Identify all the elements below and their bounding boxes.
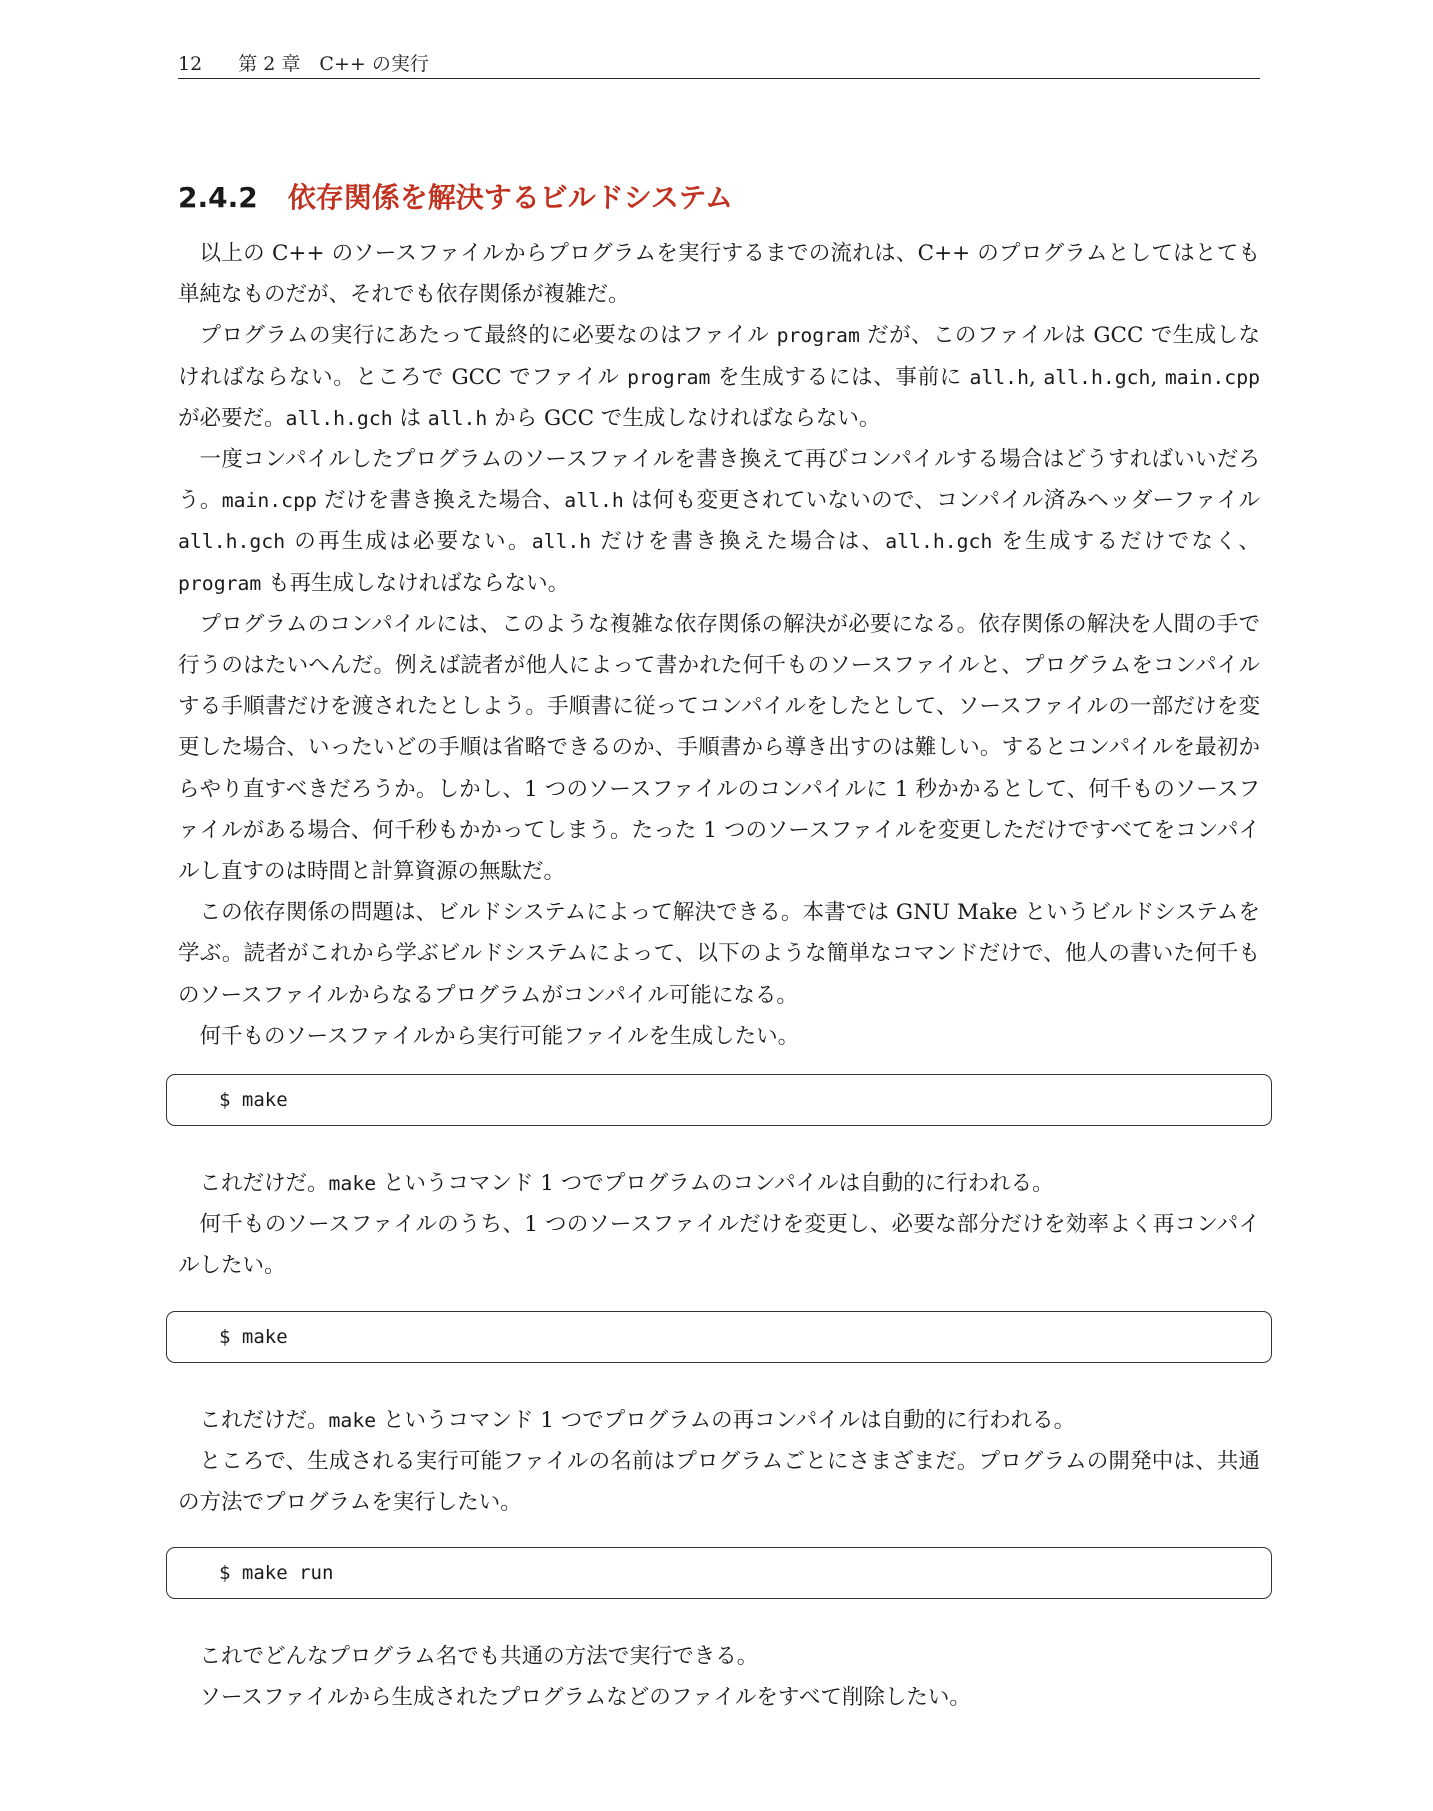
inline-code: all.h.gch (285, 406, 393, 430)
text-run: だけを書き換えた場合、 (316, 488, 565, 514)
inline-code: all.h (531, 530, 592, 554)
body-text-block-4 (178, 1636, 1260, 1718)
paragraph (178, 1204, 1260, 1286)
text-run: ソースファイルから生成されたプログラムなどのファイルをすべて削除したい。 (199, 1685, 971, 1711)
body-text-block-1 (178, 233, 1260, 1057)
inline-code: program (776, 324, 860, 348)
text-run: だが、このファイルは GCC で生成しなければならない。ところで GCC でファイル (178, 323, 1260, 390)
paragraph (178, 1636, 1260, 1677)
command-box: $ make (166, 1311, 1272, 1363)
text-run: これだけだ。 (199, 1408, 329, 1433)
text-run: から GCC で生成しなければならない。 (487, 405, 881, 431)
body-text-block-2 (178, 1163, 1260, 1287)
text-run: は何も変更されていないので、コンパイル済みヘッダーファイル (623, 488, 1260, 514)
text-run: 何千ものソースファイルのうち、1 つのソースファイルだけを変更し、必要な部分だけを効率よく再コンパイルしたい。 (178, 1212, 1260, 1279)
paragraph (178, 1163, 1260, 1204)
paragraph (178, 439, 1260, 604)
text-run: 一度コンパイルしたプログラムのソースファイルを書き換えて再びコンパイルする場合はどうすればいいだろう。 (178, 447, 1260, 514)
text-run: は (392, 405, 428, 431)
text-run: 以上の C++ のソースファイルからプログラムを実行するまでの流れは、C++ のプログラムとしてはとても単純なものだが、それでも依存関係が複雑だ。 (178, 241, 1260, 308)
inline-code: program (627, 365, 711, 389)
running-header (178, 50, 1260, 79)
text-run: だけを書き換えた場合は、 (591, 529, 886, 555)
text-run: が必要だ。 (178, 405, 286, 431)
inline-code: main.cpp (1164, 365, 1261, 389)
inline-code: all.h (564, 489, 624, 513)
inline-code: all.h (969, 365, 1029, 389)
inline-code: all.h.gch (1043, 365, 1151, 389)
text-run: プログラムのコンパイルには、このような複雑な依存関係の解決が必要になる。依存関係の解決を人間の手で行うのはたいへんだ。例えば読者が他人によって書かれた何千ものソースファイルと、プログラムをコンパイルする手順書だけを渡されたとしよう。手順書に従ってコンパイルをしたとして、ソースファイルの一部だけを変更した場合、いったいどの手順は省略できるのか、手順書から導き出すのは難しい。するとコンパイルを最初からやり直すべきだろうか。しかし、1 つのソースファイルのコンパイルに 1 秒かかるとして、何千ものソースファイルがある場合、何千秒もかかってしまう。たった 1 つのソースファイルを変更しただけですべてをコンパイルし直すのは時間と計算資源の無駄だ。 (178, 611, 1260, 885)
paragraph (178, 892, 1260, 1016)
inline-code: all.h.gch (885, 530, 993, 554)
text-run: , (1028, 364, 1044, 390)
text-run: 何千ものソースファイルから実行可能ファイルを生成したい。 (199, 1023, 800, 1049)
text-run: この依存関係の問題は、ビルドシステムによって解決できる。本書では GNU Make というビルドシステムを学ぶ。読者がこれから学ぶビルドシステムによって、以下のような簡単なコマンドだけで、他人の書いた何千ものソースファイルからなるプログラムがコンパイル可能になる。 (178, 900, 1260, 1008)
text-run: というコマンド 1 つでプログラムの再コンパイルは自動的に行われる。 (376, 1408, 1076, 1433)
text-run: これだけだ。 (199, 1171, 329, 1196)
chapter-title: 第 2 章 C++ の実行 (238, 53, 429, 75)
text-run: の再生成は必要ない。 (285, 529, 532, 555)
body-text-block-3 (178, 1400, 1260, 1524)
inline-code: all.h.gch (178, 530, 286, 554)
command-box: $ make (166, 1074, 1272, 1126)
text-run: ところで、生成される実行可能ファイルの名前はプログラムごとにさまざまだ。プログラムの開発中は、共通の方法でプログラムを実行したい。 (178, 1449, 1260, 1516)
paragraph (178, 1400, 1260, 1441)
inline-code: make (328, 1409, 377, 1432)
text-run: プログラムの実行にあたって最終的に必要なのはファイル (199, 323, 777, 349)
paragraph (178, 604, 1260, 892)
inline-code: main.cpp (221, 489, 317, 513)
paragraph (178, 233, 1260, 315)
section-number: 2.4.2 (178, 181, 258, 214)
inline-code: make (328, 1172, 377, 1195)
inline-code: all.h (427, 406, 488, 430)
text-run: を生成するには、事前に (710, 364, 970, 390)
paragraph (178, 1677, 1260, 1718)
text-run: というコマンド 1 つでプログラムのコンパイルは自動的に行われる。 (376, 1171, 1054, 1196)
text-run: これでどんなプログラム名でも共通の方法で実行できる。 (199, 1644, 759, 1669)
paragraph (178, 1441, 1260, 1523)
section-heading (178, 178, 733, 218)
paragraph (178, 315, 1260, 439)
paragraph (178, 1016, 1260, 1057)
section-title: 依存関係を解決するビルドシステム (287, 181, 733, 214)
text-run: も再生成しなければならない。 (261, 570, 570, 596)
inline-code: program (178, 571, 262, 595)
text-run: , (1150, 364, 1165, 390)
text-run: を生成するだけでなく、 (992, 529, 1260, 555)
page-number: 12 (178, 53, 203, 75)
command-box: $ make run (166, 1547, 1272, 1599)
